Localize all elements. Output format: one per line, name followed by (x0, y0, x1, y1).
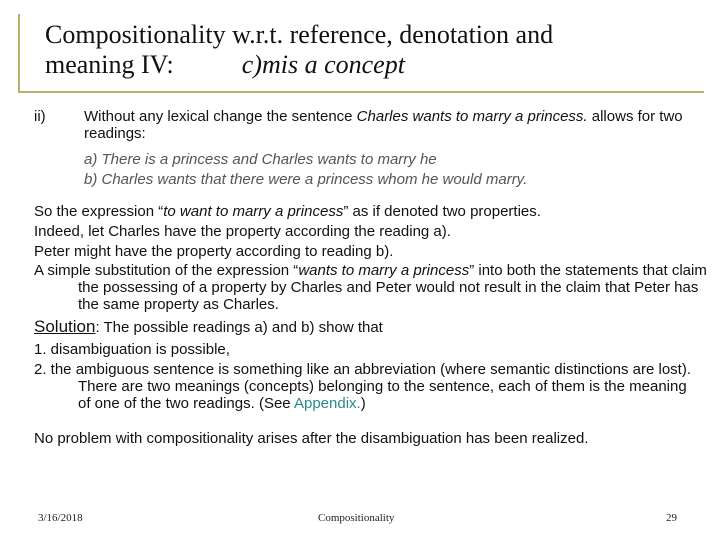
para-line-1-a: So the expression “ (34, 203, 164, 220)
title-line-2 (45, 50, 705, 80)
solution-line (34, 318, 710, 336)
solution-intro: : The possible readings a) and b) show that (95, 319, 383, 336)
para-line-4-b: ” into both the statements that claim the possessing of a property by Charles and Peter would not result in the claim that Peter has the same property as Charles. (78, 262, 707, 313)
para-line-4 (34, 262, 710, 313)
title-line-2-text: meaning IV: (45, 50, 174, 79)
slide-title (45, 20, 705, 80)
title-line-1: Compositionality w.r.t. reference, denotation and (45, 20, 554, 49)
reading-a: a) There is a princess and Charles wants to marry he (84, 151, 437, 168)
para-line-1-b: ” as if denoted two properties. (343, 203, 541, 220)
item-ii-text-a: Without any lexical change the sentence (84, 108, 357, 125)
para-line-2: Indeed, let Charles have the property according the reading a). (34, 223, 451, 240)
footer-page-number: 29 (666, 512, 677, 524)
item-ii-text-b: allows for two readings: (84, 108, 683, 142)
para-line-4-a: A simple substitution of the expression “ (34, 262, 299, 279)
solution-point-2 (34, 361, 692, 412)
reading-b: b) Charles wants that there were a princess whom he would marry. (84, 171, 528, 188)
item-ii-text (84, 108, 694, 142)
solution-point-1: 1. disambiguation is possible, (34, 341, 230, 358)
appendix-link[interactable]: Appendix. (293, 395, 361, 412)
title-frame-horizontal (18, 91, 704, 93)
title-concept-text: c)mis a concept (241, 50, 405, 79)
item-ii-label: ii) (34, 108, 46, 125)
footer-title: Compositionality (318, 512, 395, 524)
solution-point-2-text: 2. the ambiguous sentence is something like an abbreviation (where semantic distinctions are lost). There are two meanings (concepts) belonging to the sentence, each of them is the meaning of one of the two readings. (See (34, 361, 692, 412)
para-line-1 (34, 203, 710, 220)
solution-point-2-end: ) (360, 395, 366, 412)
solution-heading: Solution (34, 317, 96, 336)
para-line-4-italic: wants to marry a princess (298, 262, 470, 279)
title-frame-vertical (18, 14, 20, 92)
para-line-1-italic: to want to marry a princess (163, 203, 344, 220)
footer-date: 3/16/2018 (38, 512, 83, 524)
solution-conclusion: No problem with compositionality arises after the disambiguation has been realized. (34, 430, 589, 447)
item-ii-example-sentence: Charles wants to marry a princess. (356, 108, 588, 125)
para-line-3: Peter might have the property according to reading b). (34, 243, 394, 260)
